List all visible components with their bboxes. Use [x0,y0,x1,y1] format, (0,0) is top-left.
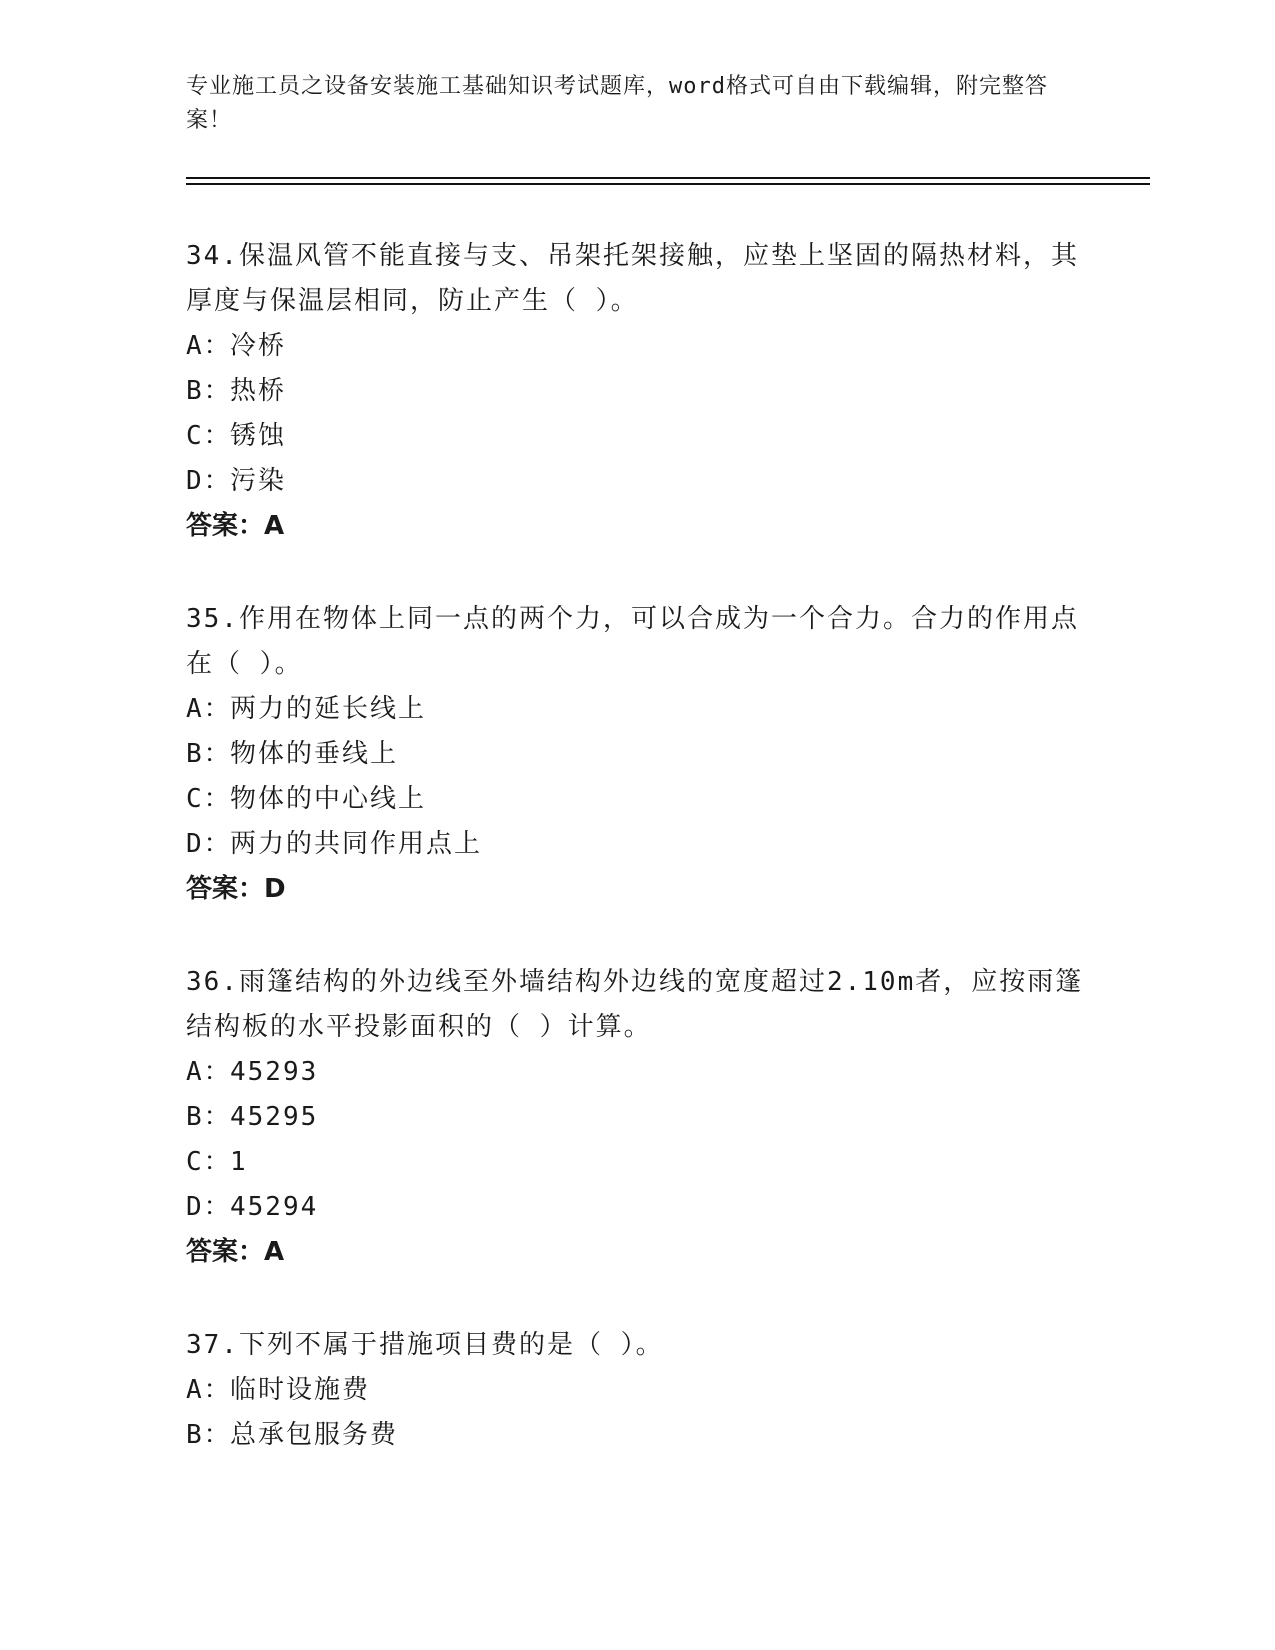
option-b [186,369,1086,414]
document-header-note: 专业施工员之设备安装施工基础知识考试题库，word格式可自由下载编辑，附完整答案！ [186,74,1048,133]
option-key: A： [186,331,232,361]
option-key: C： [186,421,232,451]
answer-value: A [264,511,285,541]
question-35 [186,597,1086,912]
option-c [186,777,1086,822]
question-stem: 37.下列不属于措施项目费的是（ ）。 [186,1330,664,1360]
option-c [186,1140,1086,1185]
option-key: A： [186,1057,232,1087]
answer-value: A [264,1237,285,1267]
option-key: B： [186,1102,232,1132]
option-text: 物体的中心线上 [230,784,427,814]
option-text: 冷桥 [230,331,287,361]
option-text: 两力的延长线上 [230,694,427,724]
option-b [186,732,1086,777]
option-key: D： [186,829,232,859]
question-34 [186,234,1086,549]
option-text: 污染 [230,466,287,496]
header-rule-bottom [186,183,1150,185]
option-d [186,459,1086,504]
option-text: 总承包服务费 [230,1420,399,1450]
option-b [186,1413,1086,1458]
option-a [186,1050,1086,1095]
answer-line [186,1230,1086,1275]
option-text: 物体的垂线上 [230,739,399,769]
option-text: 临时设施费 [230,1375,371,1405]
question-stem: 35.作用在物体上同一点的两个力，可以合成为一个合力。合力的作用点在（ ）。 [186,604,1079,679]
option-text: 1 [230,1147,248,1177]
option-text: 热桥 [230,376,287,406]
answer-line [186,504,1086,549]
option-key: A： [186,1375,232,1405]
option-d [186,822,1086,867]
answer-line [186,867,1086,912]
header-rule-top [186,177,1150,179]
option-text: 45295 [230,1102,319,1132]
option-key: D： [186,466,232,496]
answer-label: 答案： [186,511,265,541]
option-key: A： [186,694,232,724]
option-d [186,1185,1086,1230]
question-37 [186,1323,1086,1458]
option-key: C： [186,1147,232,1177]
option-key: B： [186,376,232,406]
option-text: 两力的共同作用点上 [230,829,483,859]
answer-value: D [264,874,286,904]
option-a [186,687,1086,732]
question-36 [186,960,1086,1275]
option-b [186,1095,1086,1140]
option-key: C： [186,784,232,814]
option-c [186,414,1086,459]
answer-label: 答案： [186,1237,265,1267]
option-text: 45294 [230,1192,319,1222]
option-text: 45293 [230,1057,319,1087]
option-key: D： [186,1192,232,1222]
option-a [186,324,1086,369]
answer-label: 答案： [186,874,265,904]
option-text: 锈蚀 [230,421,287,451]
option-key: B： [186,1420,232,1450]
option-a [186,1368,1086,1413]
question-stem: 36.雨篷结构的外边线至外墙结构外边线的宽度超过2.10m者，应按雨篷结构板的水平投影面积的（ ）计算。 [186,967,1084,1042]
question-stem: 34.保温风管不能直接与支、吊架托架接触，应垫上坚固的隔热材料，其厚度与保温层相同，防止产生（ ）。 [186,241,1079,316]
option-key: B： [186,739,232,769]
